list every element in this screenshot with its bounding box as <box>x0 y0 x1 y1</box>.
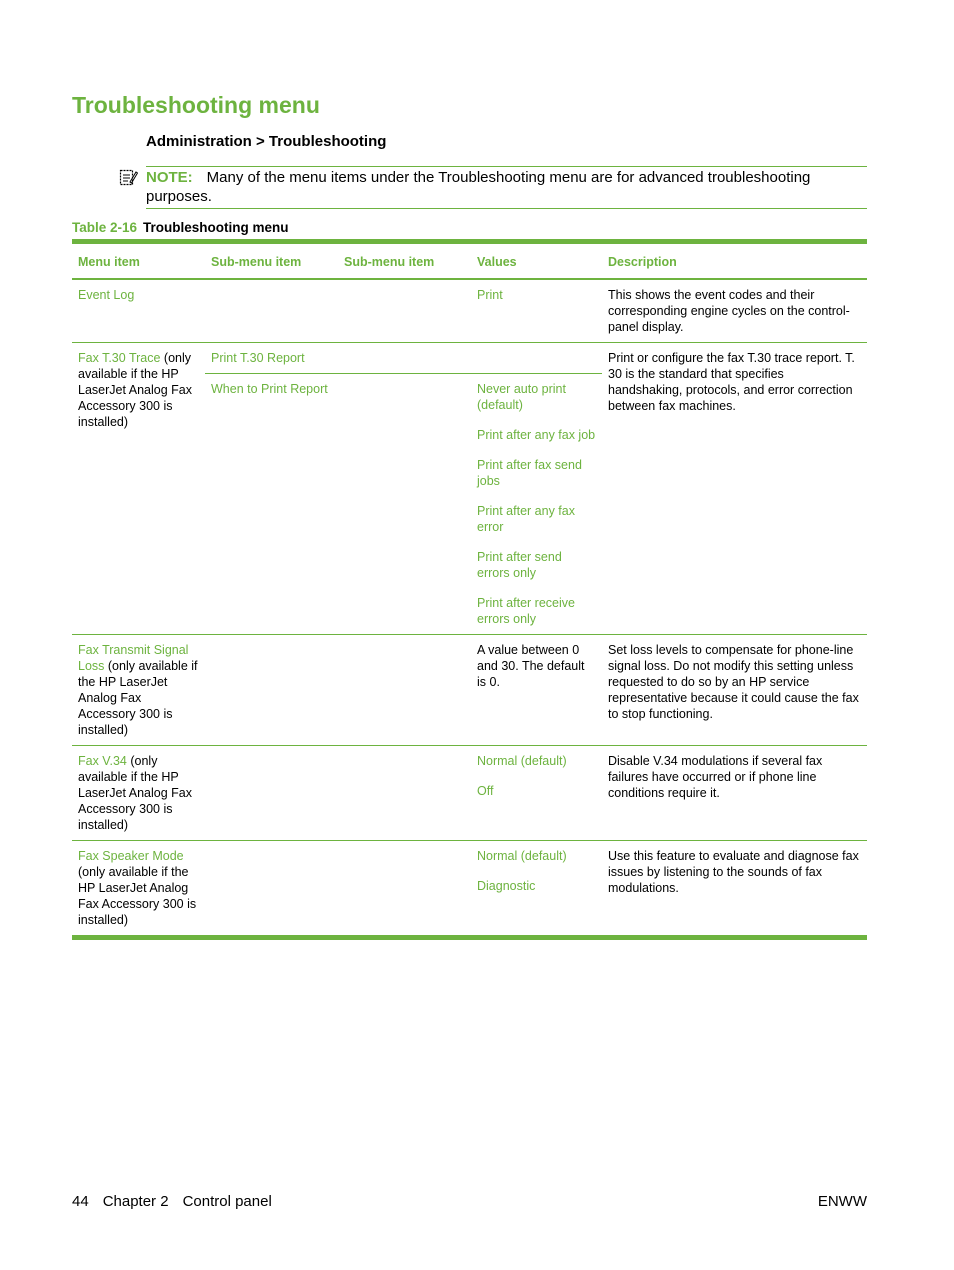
note-text: Many of the menu items under the Troubleshooting menu are for advanced troubleshooting purposes. <box>146 169 811 205</box>
troubleshooting-table <box>72 239 867 940</box>
value-option[interactable]: Print after fax send jobs <box>477 458 582 488</box>
sub-menu-cell <box>205 279 338 343</box>
footer-chapter: Chapter 2 <box>102 1193 169 1210</box>
header-menu-item: Menu item <box>72 242 205 280</box>
note-box <box>146 166 867 209</box>
description-cell: Print or configure the fax T.30 trace report. T. 30 is the standard that specifies handshaking, protocols, and error correction between fax machines. <box>602 343 867 635</box>
value-option[interactable]: Print after any fax job <box>477 428 596 442</box>
page-title: Troubleshooting menu <box>72 92 320 118</box>
table-caption-number: Table 2-16 <box>72 220 138 235</box>
note-icon <box>119 168 138 187</box>
page-footer-left <box>72 1193 286 1210</box>
value-option[interactable]: Normal (default) <box>477 754 567 768</box>
description-cell: Set loss levels to compensate for phone-line signal loss. Do not modify this setting unless requested to do so by an HP service representative because it could cause the fax to stop functioning. <box>602 635 867 746</box>
table-row <box>72 841 867 938</box>
page-number: 44 <box>72 1193 89 1210</box>
menu-item-cell <box>72 635 205 746</box>
menu-item-link[interactable]: Fax Transmit Signal Loss <box>78 643 189 673</box>
values-cell <box>471 343 602 374</box>
menu-item-link[interactable]: Fax T.30 Trace <box>78 351 161 365</box>
value-option[interactable]: Print after receive errors only <box>477 596 575 626</box>
values-cell <box>471 746 602 841</box>
value-option[interactable]: Print <box>477 288 503 302</box>
note-label: NOTE: <box>146 169 193 186</box>
sub-menu-cell <box>205 746 338 841</box>
sub-menu-cell <box>338 374 471 635</box>
footer-chapter-title: Control panel <box>182 1193 272 1210</box>
description-cell: Disable V.34 modulations if several fax failures have occurred or if phone line conditions require it. <box>602 746 867 841</box>
description-cell: This shows the event codes and their corresponding engine cycles on the control-panel display. <box>602 279 867 343</box>
sub-menu-cell <box>338 279 471 343</box>
menu-item-link[interactable]: Fax Speaker Mode <box>78 849 184 863</box>
sub-menu-link[interactable]: When to Print Report <box>211 382 328 396</box>
menu-item-link[interactable]: Fax V.34 <box>78 754 127 768</box>
table-row <box>72 635 867 746</box>
menu-item-cell <box>72 343 205 635</box>
sub-menu-cell <box>338 841 471 938</box>
table-row <box>72 343 867 374</box>
breadcrumb: Administration > Troubleshooting <box>146 133 387 150</box>
header-description: Description <box>602 242 867 280</box>
value-option[interactable]: Print after send errors only <box>477 550 562 580</box>
header-sub-menu-item-1: Sub-menu item <box>205 242 338 280</box>
values-cell <box>471 841 602 938</box>
table-caption-title: Troubleshooting menu <box>143 220 289 235</box>
sub-menu-cell <box>338 343 471 374</box>
header-sub-menu-item-2: Sub-menu item <box>338 242 471 280</box>
value-option[interactable]: Off <box>477 784 494 798</box>
value-option[interactable]: Normal (default) <box>477 849 567 863</box>
table-header-row <box>72 242 867 280</box>
menu-item-note: (only available if the HP LaserJet Analog Fax Accessory 300 is installed) <box>78 659 198 737</box>
value-option[interactable]: Diagnostic <box>477 879 536 893</box>
sub-menu-cell <box>205 343 338 374</box>
menu-item-cell <box>72 841 205 938</box>
sub-menu-cell <box>338 746 471 841</box>
menu-item-cell <box>72 746 205 841</box>
page-footer-right: ENWW <box>817 1193 867 1210</box>
table-row <box>72 279 867 343</box>
menu-item-note: (only available if the HP LaserJet Analog Fax Accessory 300 is installed) <box>78 754 192 832</box>
menu-item-cell <box>72 279 205 343</box>
sub-menu-cell <box>338 635 471 746</box>
sub-menu-cell <box>205 635 338 746</box>
values-cell <box>471 279 602 343</box>
menu-item-link[interactable]: Event Log <box>78 288 135 302</box>
values-cell <box>471 374 602 635</box>
menu-item-note: (only available if the HP LaserJet Analog Fax Accessory 300 is installed) <box>78 865 197 927</box>
description-cell: Use this feature to evaluate and diagnose fax issues by listening to the sounds of fax modulations. <box>608 849 859 895</box>
menu-item-note: (only available if the HP LaserJet Analog Fax Accessory 300 is installed) <box>78 351 192 429</box>
value-option[interactable]: Print after any fax error <box>477 504 575 534</box>
table-caption <box>72 220 289 235</box>
value-option[interactable]: Never auto print (default) <box>477 382 566 412</box>
header-values: Values <box>471 242 602 280</box>
values-cell: A value between 0 and 30. The default is 0. <box>471 635 602 746</box>
sub-menu-cell <box>205 374 338 635</box>
sub-menu-cell <box>205 841 338 938</box>
sub-menu-link[interactable]: Print T.30 Report <box>211 351 305 365</box>
table-row <box>72 746 867 841</box>
